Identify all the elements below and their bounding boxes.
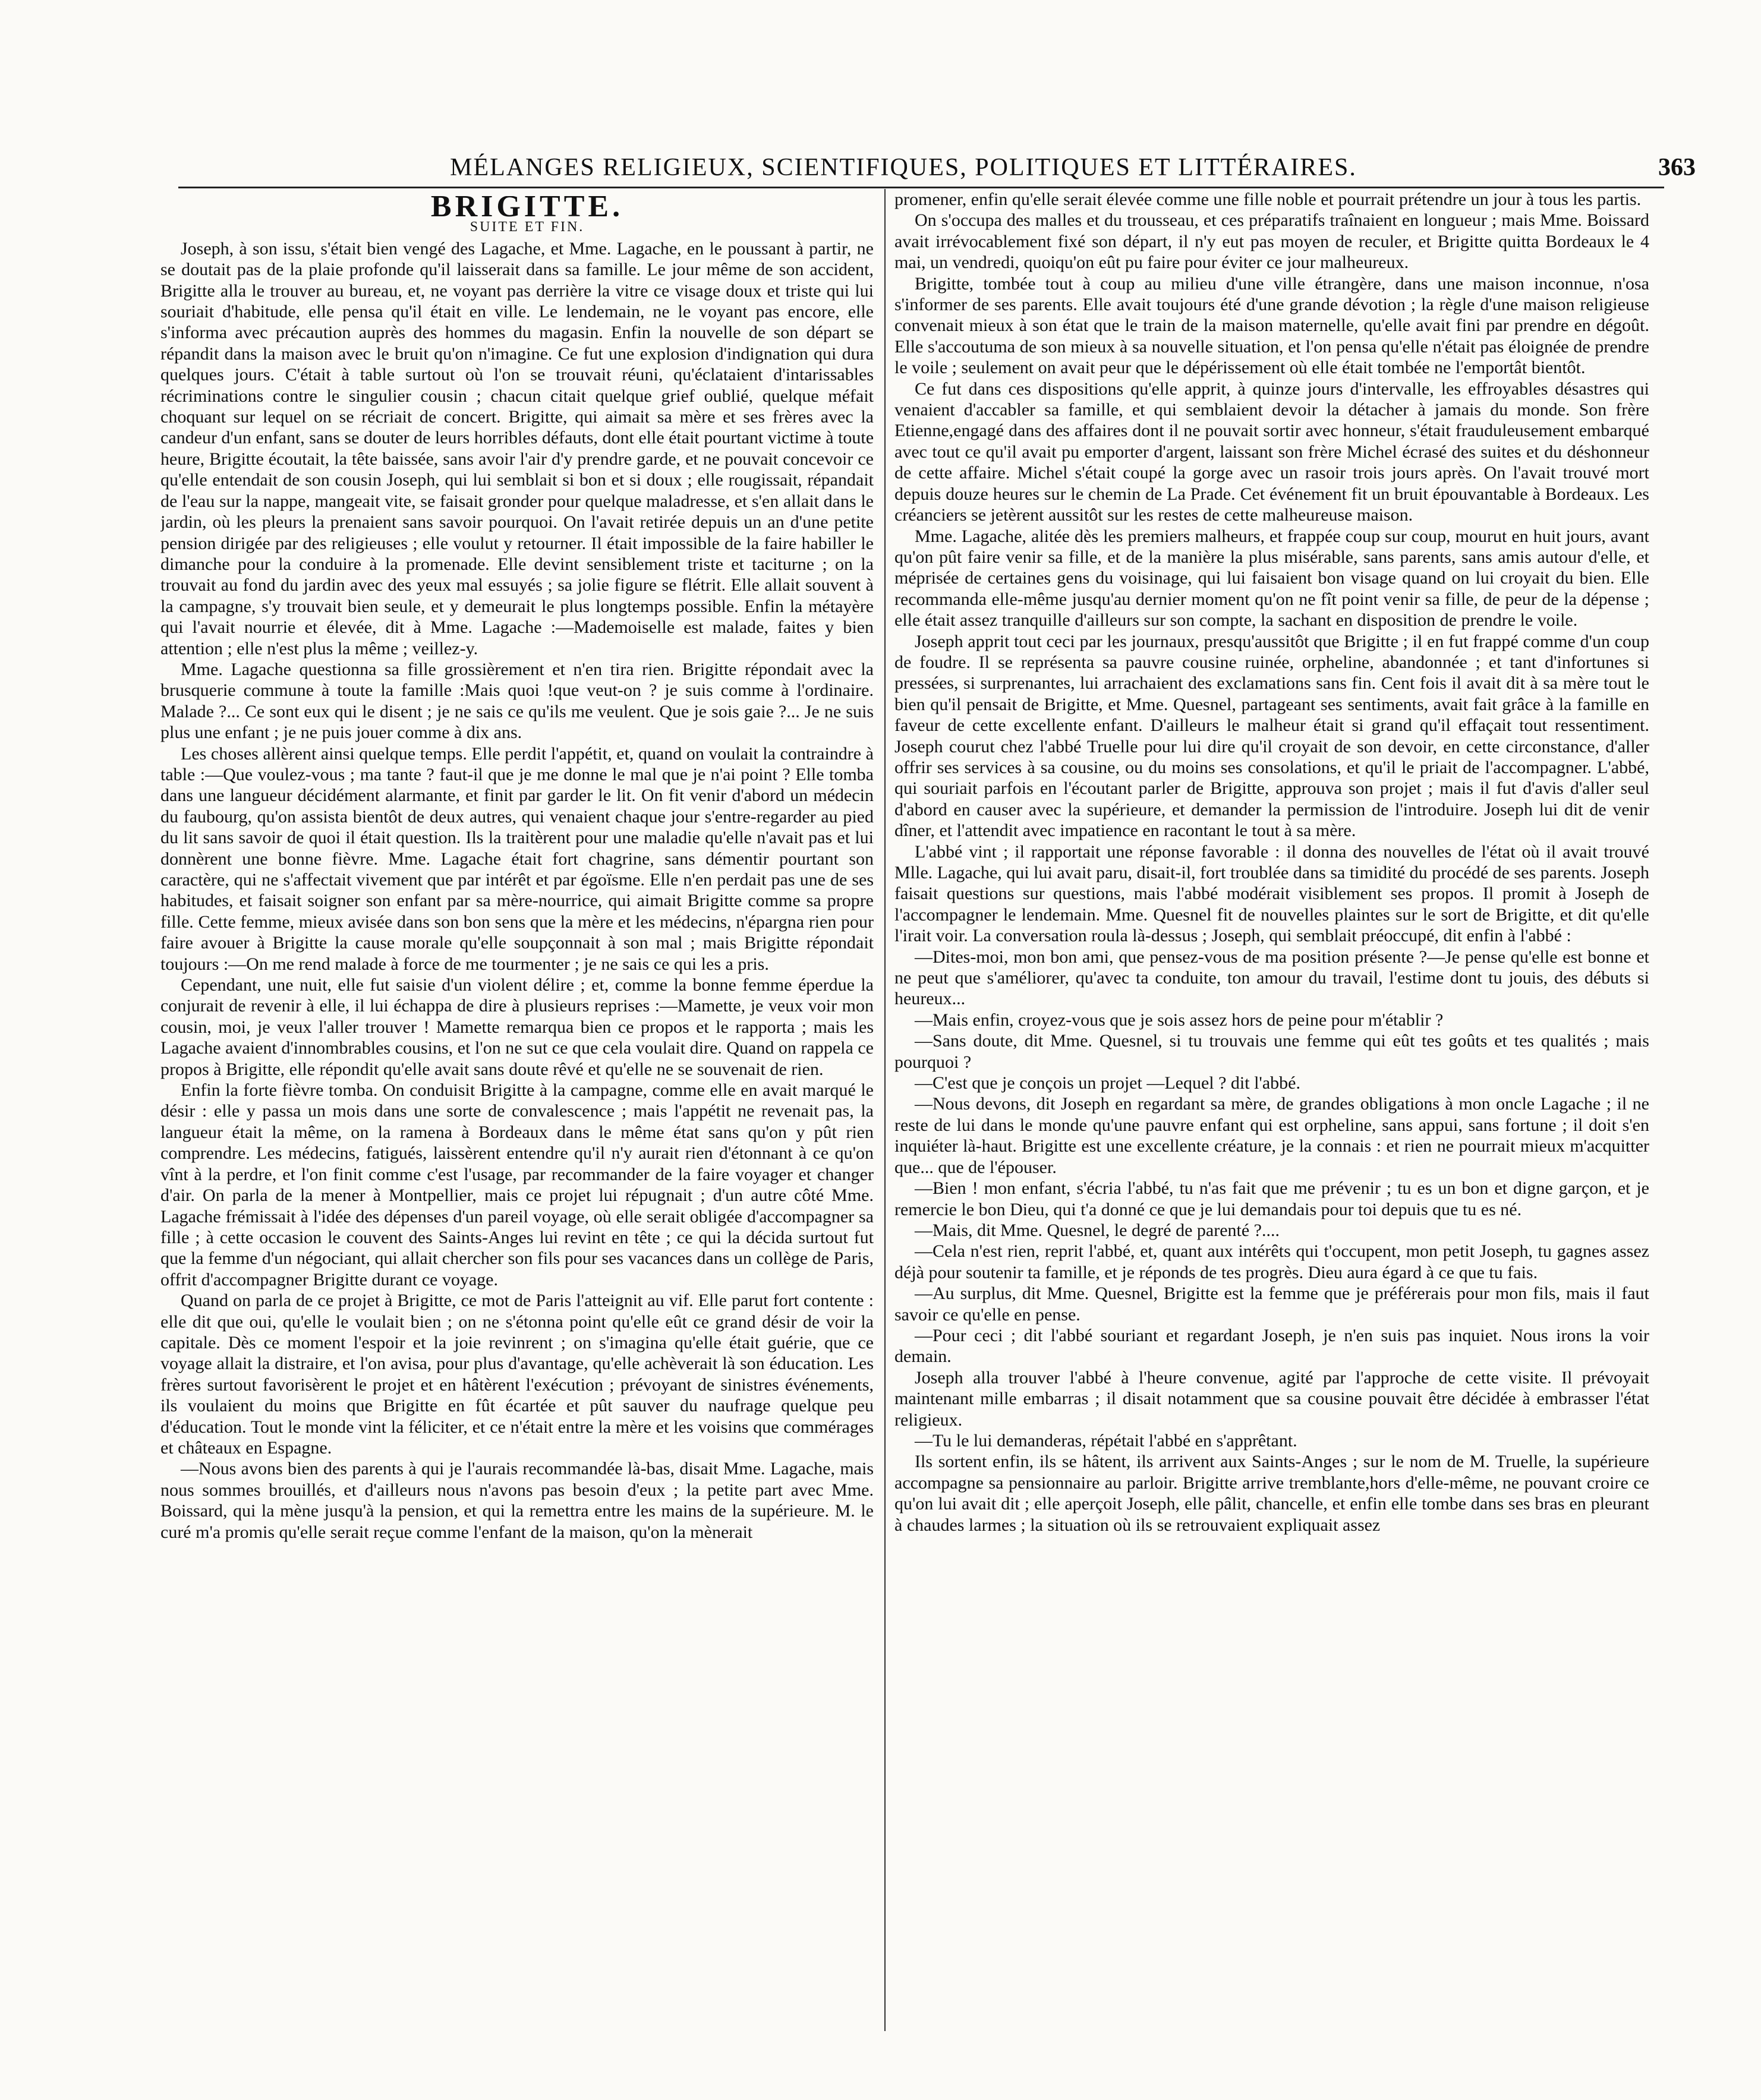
paragraph: —Nous devons, dit Joseph en regardant sa mère, de grandes obligations à mon oncle Lagache ; il ne reste de lui dans le monde qu'une pauvre enfant qui est orpheline, sans appui, sans fortune ; il doit s'en inquiéter là-haut. Brigitte est une excellente créature, je la connais : et rien ne pourrait mieux m'acquitter que... que de l'épouser.: [894, 1094, 1649, 1177]
paragraph: —Mais enfin, croyez-vous que je sois assez hors de peine pour m'établir ?: [915, 1010, 1444, 1030]
paragraph: —C'est que je conçois un projet —Lequel ? dit l'abbé.: [915, 1073, 1300, 1093]
paragraph: Joseph alla trouver l'abbé à l'heure convenue, agité par l'approche de cette visite. Il prévoyait maintenant mille embarras ; il disait notamment que sa cousine pouvait être décidée à embrasser l'état religieux.: [894, 1367, 1649, 1430]
right-column: [894, 189, 1649, 2031]
article-subtitle: SUITE ET FIN.: [470, 219, 585, 235]
paragraph: Ils sortent enfin, ils se hâtent, ils arrivent aux Saints-Anges ; sur le nom de M. Truelle, la supérieure accompagne sa pensionnaire au parloir. Brigitte arrive tremblante,hors d'elle-même, ne pouvant croire ce qu'on lui avait dit ; elle aperçoit Joseph, elle pâlit, chancelle, et enfin elle tombe dans ses bras en pleurant à chaudes larmes ; la situation où ils se retrouvaient expliquait assez: [894, 1452, 1649, 1535]
paragraph: —Tu le lui demanderas, répétait l'abbé en s'apprêtant.: [915, 1430, 1297, 1451]
left-column: [160, 196, 874, 2038]
paragraph: Cependant, une nuit, elle fut saisie d'un violent délire ; et, comme la bonne femme éperdue la conjurait de revenir à elle, il lui échappa de dire à plusieurs reprises :—Mamette, je veux voir mon cousin, moi, je veux l'aller trouver ! Mamette remarqua bien ce propos et le rapporta ; mais les Lagache avaient d'innombrables cousins, et l'on ne sut ce que cela voulait dire. Quand on rappela ce propos à Brigitte, elle répondit qu'elle avait sans doute rêvé et qu'elle ne se souvenait de rien.: [160, 975, 874, 1079]
paragraph: Ce fut dans ces dispositions qu'elle apprit, à quinze jours d'intervalle, les effroyables désastres qui venaient d'accabler sa famille, et qui semblaient devoir la détacher à jamais du monde. Son frère Etienne,engagé dans des affaires dont il ne pouvait sortir avec honneur, s'était frauduleusement embarqué avec tout ce qu'il avait pu emporter d'argent, laissant son frère Michel écrasé des suites et du déshonneur de cette affaire. Michel s'était coupé la gorge avec un rasoir trois jours après. On l'avait trouvé mort depuis douze heures sur le chemin de La Prade. Cet événement fit un bruit épouvantable à Bordeaux. Les créanciers se jetèrent aussitôt sur les restes de cette malheureuse maison.: [894, 379, 1649, 525]
paragraph: promener, enfin qu'elle serait élevée comme une fille noble et pourrait prétendre un jour à tous les partis.: [894, 190, 1642, 209]
paragraph: Joseph apprit tout ceci par les journaux, presqu'aussitôt que Brigitte ; il en fut frappé comme d'un coup de foudre. Il se représenta sa pauvre cousine ruinée, orpheline, abandonnée ; et tant d'infortunes si pressées, si surprenantes, lui arrachaient des exclamations sans fin. Cent fois il avait dit à sa mère tout le bien qu'il pensait de Brigitte, et Mme. Quesnel, partageant ses sentiments, avait fait grâce à la famille en faveur de cette excellente enfant. D'ailleurs le malheur était si grand qu'il effaçait tout ressentiment. Joseph courut chez l'abbé Truelle pour lui dire qu'il croyait de son devoir, en cette circonstance, d'aller offrir ses services à sa cousine, ou du moins ses consolations, et qu'il le priait de l'accompagner. L'abbé, qui souriait parfois en l'écoutant parler de Brigitte, approuva son projet ; mais il fut d'avis d'aller seul d'abord en causer avec la supérieure, et demander la permission de l'introduire. Joseph lui dit de venir dîner, et l'attendit avec impatience en racontant le tout à sa mère.: [894, 631, 1649, 841]
paragraph: Enfin la forte fièvre tomba. On conduisit Brigitte à la campagne, comme elle en avait marqué le désir : elle y passa un mois dans une sorte de convalescence ; mais l'appétit ne revenait pas, la langueur était la même, on la ramena à Bordeaux dans le même état sans qu'on y pût rien comprendre. Les médecins, fatigués, laissèrent entendre qu'il n'y aurait rien d'étonnant à ce qu'on vînt à la perdre, et l'on finit comme c'est l'usage, par recommander de la faire voyager et changer d'air. On parla de la mener à Montpellier, mais ce projet lui répugnait ; d'un autre côté Mme. Lagache frémissait à l'idée des dépenses d'un pareil voyage, où elle serait obligée d'accompagner sa fille ; à cette occasion le couvent des Saints-Anges lui revint en tête ; ce qui la décida surtout fut que la femme d'un négociant, qui allait chercher son fils pour ses vacances dans un collège de Paris, offrit d'accompagner Brigitte durant ce voyage.: [160, 1080, 874, 1289]
paragraph: —Au surplus, dit Mme. Quesnel, Brigitte est la femme que je préférerais pour mon fils, mais il faut savoir ce qu'elle en pense.: [894, 1284, 1649, 1325]
paragraph: —Bien ! mon enfant, s'écria l'abbé, tu n'as fait que me prévenir ; tu es un bon et digne garçon, et je remercie le bon Dieu, qui t'a donné ce que je lui demandais pour toi depuis que tu es né.: [894, 1178, 1649, 1219]
paragraph: —Mais, dit Mme. Quesnel, le degré de parenté ?....: [915, 1220, 1280, 1240]
paragraph: Mme. Lagache, alitée dès les premiers malheurs, et frappée coup sur coup, mourut en huit jours, avant qu'on pût faire venir sa fille, et de la manière la plus misérable, sans parents, sans amis autour d'elle, et méprisée de certaines gens du voisinage, qui lui faisaient bon visage quand on lui croyait du bien. Elle recommanda elle-même jusqu'au dernier moment qu'on ne fît point venir sa fille, de peur de la dépense ; elle était assez tranquille d'ailleurs sur son compte, la sachant en disposition de prendre le voile.: [894, 526, 1649, 630]
page-number: 363: [1658, 154, 1696, 181]
paragraph: Brigitte, tombée tout à coup au milieu d'une ville étrangère, dans une maison inconnue, n'osa s'informer de ses parents. Elle avait toujours été d'une grande dévotion ; la règle d'une maison religieuse convenait mieux à son état que le train de la maison maternelle, qu'elle avait fini par prendre en dégoût. Elle s'accoutuma de son mieux à sa nouvelle situation, et l'on pensa qu'elle n'était pas éloignée de prendre le voile ; seulement on avait peur que le dépérissement où elle était tombée ne l'emportât bientôt.: [894, 273, 1649, 378]
paragraph: —Cela n'est rien, reprit l'abbé, et, quant aux intérêts qui t'occupent, mon petit Joseph, tu gagnes assez déjà pour soutenir ta famille, et je réponds de tes progrès. Dieu aura égard à ce que tu fais.: [894, 1241, 1649, 1282]
paragraph: Les choses allèrent ainsi quelque temps. Elle perdit l'appétit, et, quand on voulait la contraindre à table :—Que voulez-vous ; ma tante ? faut-il que je me donne le mal que je n'ai point ? Elle tomba dans une langueur décidément alarmante, et finit par garder le lit. On fit venir d'abord un médecin du faubourg, qu'on assista bientôt de deux autres, qui venaient chaque jour s'entre-regarder au pied du lit sans savoir de quoi il était question. Ils la traitèrent pour une maladie qu'elle n'avait pas et lui donnèrent une bonne fièvre. Mme. Lagache était fort chagrine, sans démentir pourtant son caractère, qui ne s'affectait vivement que par intérêt et par égoïsme. Elle n'en perdait pas une de ses habitudes, et faisait soigner son enfant par sa mère-nourrice, qui aimait Brigitte comme sa propre fille. Cette femme, mieux avisée dans son bon sens que la mère et les médecins, n'épargna rien pour faire avouer à Brigitte la cause morale qu'elle soupçonnait à son mal ; mais Brigitte répondait toujours :—On me rend malade à force de me tourmenter ; je ne sais ce qui les a pris.: [160, 743, 874, 974]
paragraph: —Pour ceci ; dit l'abbé souriant et regardant Joseph, je n'en suis pas inquiet. Nous irons la voir demain.: [894, 1325, 1649, 1367]
paragraph: —Nous avons bien des parents à qui je l'aurais recommandée là-bas, disait Mme. Lagache, mais nous sommes brouillés, et d'ailleurs nous n'avons pas besoin d'eux ; la petite part avec Mme. Boissard, qui la mène jusqu'à la pension, et qui la remettra entre les mains de la supérieure. M. le curé m'a promis qu'elle serait reçue comme l'enfant de la maison, qu'on la mènerait: [160, 1459, 874, 1542]
column-divider: [884, 189, 886, 2031]
paragraph: Quand on parla de ce projet à Brigitte, ce mot de Paris l'atteignit au vif. Elle parut fort contente : elle dit que oui, qu'elle le voulait bien ; on ne s'étonna point qu'elle eût ce grand désir de voir la capitale. Dès ce moment l'espoir et la joie revinrent ; on s'imagina qu'elle était guérie, que ce voyage allait la distraire, et l'on avisa, pour plus d'avantage, qu'elle achèverait là son éducation. Les frères surtout favorisèrent le projet et en hâtèrent l'exécution ; prévoyant de sinistres événements, ils voulaient du moins que Brigitte en fût écartée et pût sauver du naufrage quelque peu d'éducation. Tout le monde vint la féliciter, et ce n'était entre la mère et les voisins que commérages et châteaux en Espagne.: [160, 1291, 874, 1458]
article-title: BRIGITTE.: [430, 196, 624, 223]
paragraph: Joseph, à son issu, s'était bien vengé des Lagache, et Mme. Lagache, en le poussant à partir, ne se doutait pas de la plaie profonde qu'il laisserait dans sa famille. Le jour même de son accident, Brigitte alla le trouver au bureau, et, ne voyant pas derrière la vitre ce visage doux et triste qui lui souriait d'habitude, elle pensa qu'il était en ville. Le lendemain, ne le voyant pas encore, elle s'informa avec précaution auprès des hommes du magasin. Enfin la nouvelle de son départ se répandit dans la maison avec le bruit qu'on n'imagine. Ce fut une explosion d'indignation qui dura quelques jours. C'était à table surtout où l'on se trouvait réuni, qu'éclataient d'intarissables récriminations contre le singulier cousin ; chacun citait quelque grief oublié, quelque méfait choquant sur lequel on se récriait de concert. Brigitte, qui aimait sa mère et ses frères avec la candeur d'un enfant, sans se douter de leurs horribles défauts, dont elle était pourtant victime à toute heure, Brigitte écoutait, la tête baissée, sans avoir l'air d'y prendre garde, et ne pouvait concevoir ce qu'elle entendait de son cousin Joseph, qui lui semblait si bon et si doux ; elle rougissait, répandait de l'eau sur la nappe, mangeait vite, se faisait gronder pour quelque maladresse, et s'en allait dans le jardin, où les pleurs la prenaient sans savoir pourquoi. On l'avait retirée depuis un an d'une petite pension dirigée par des religieuses ; elle voulut y retourner. Il était impossible de la faire habiller le dimanche pour la conduire à la promenade. Elle devint sensiblement triste et taciturne ; on la trouvait au fond du jardin avec des yeux mal essuyés ; sa jolie figure se flétrit. Elle allait souvent à la campagne, s'y trouvait bien seule, et y demeurait le plus longtemps possible. Enfin la métayère qui l'avait nourrie et élevée, dit à Mme. Lagache :—Mademoiselle est malade, faites y bien attention ; elle n'est plus la même ; veillez-y.: [160, 238, 874, 658]
running-title: MÉLANGES RELIGIEUX, SCIENTIFIQUES, POLITIQUES ET LITTÉRAIRES.: [450, 154, 1357, 181]
paragraph: L'abbé vint ; il rapportait une réponse favorable : il donna des nouvelles de l'état où il avait trouvé Mlle. Lagache, qui lui avait paru, disait-il, fort troublée dans sa timidité du procédé de ses parents. Joseph faisait questions sur questions, mais l'abbé modérait visiblement ses propos. Il promit à Joseph de l'accompagner le lendemain. Mme. Quesnel fit de nouvelles plaintes sur le sort de Brigitte, et dit qu'elle l'irait voir. La conversation roula là-dessus ; Joseph, qui semblait préoccupé, dit enfin à l'abbé :: [894, 841, 1649, 946]
paragraph: On s'occupa des malles et du trousseau, et ces préparatifs traînaient en longueur ; mais Mme. Boissard avait irrévocablement fixé son départ, il n'y eut pas moyen de reculer, et Brigitte quitta Bordeaux le 4 mai, un vendredi, quoiqu'on eût pu faire pour éviter ce jour malheureux.: [894, 210, 1649, 273]
paragraph: —Sans doute, dit Mme. Quesnel, si tu trouvais une femme qui eût tes goûts et tes qualités ; mais pourquoi ?: [894, 1031, 1649, 1072]
paragraph: —Dites-moi, mon bon ami, que pensez-vous de ma position présente ?—Je pense qu'elle est bonne et ne peut que s'améliorer, qu'avec ta conduite, ton amour du travail, l'estime dont tu jouis, des débuts si heureux...: [894, 947, 1649, 1009]
paragraph: Mme. Lagache questionna sa fille grossièrement et n'en tira rien. Brigitte répondait avec la brusquerie commune à toute la famille :Mais quoi !que veut-on ? je suis comme à l'ordinaire. Malade ?... Ce sont eux qui le disent ; je ne sais ce qu'ils me veulent. Que je sois gaie ?... Je ne suis plus une enfant ; je ne puis jouer comme à dix ans.: [160, 659, 874, 743]
header-rule: [178, 187, 1664, 188]
